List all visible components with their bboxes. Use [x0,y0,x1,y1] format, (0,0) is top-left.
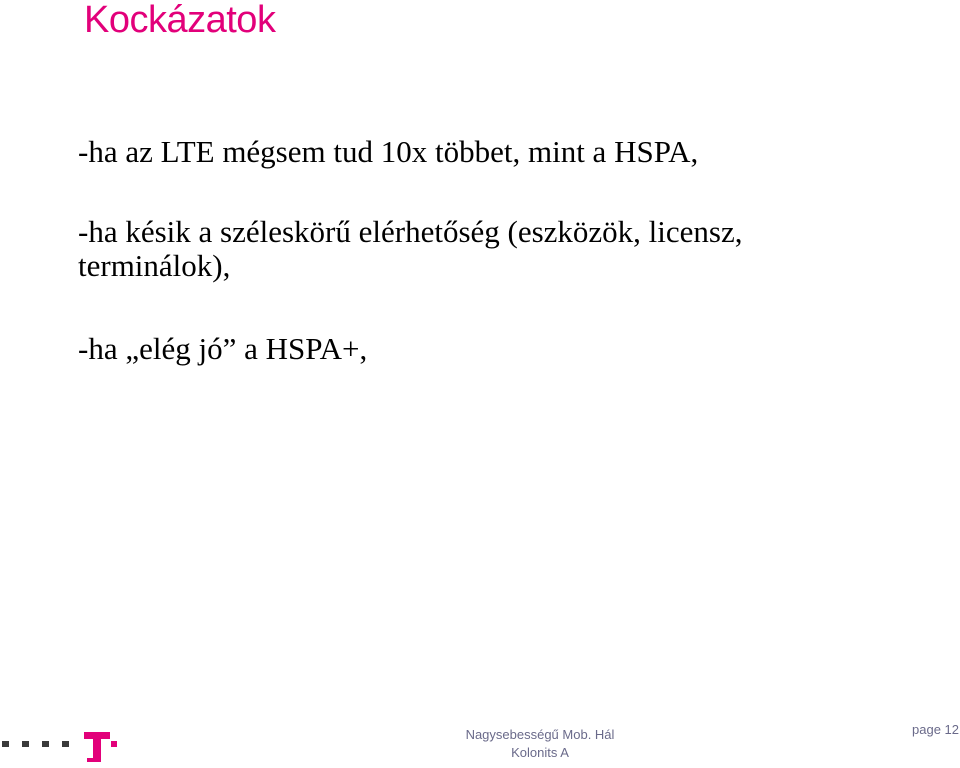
bullet-lte-speed: -ha az LTE mégsem tud 10x többet, mint a HSPA, [78,134,699,169]
footer-center [420,726,660,762]
telekom-logo-area [0,724,130,763]
footer-course: Nagysebességű Mob. Hál [465,727,615,742]
page-number: page 12 [912,722,959,737]
telekom-t-logo-icon [0,724,130,763]
footer-author: Kolonits A [511,745,569,760]
slide-title: Kockázatok [84,0,276,41]
bullet-availability: -ha késik a széleskörű elérhetőség (eszközök, licensz, terminálok), [78,214,743,283]
bullet-hspa-plus: -ha „elég jó” a HSPA+, [78,331,368,366]
